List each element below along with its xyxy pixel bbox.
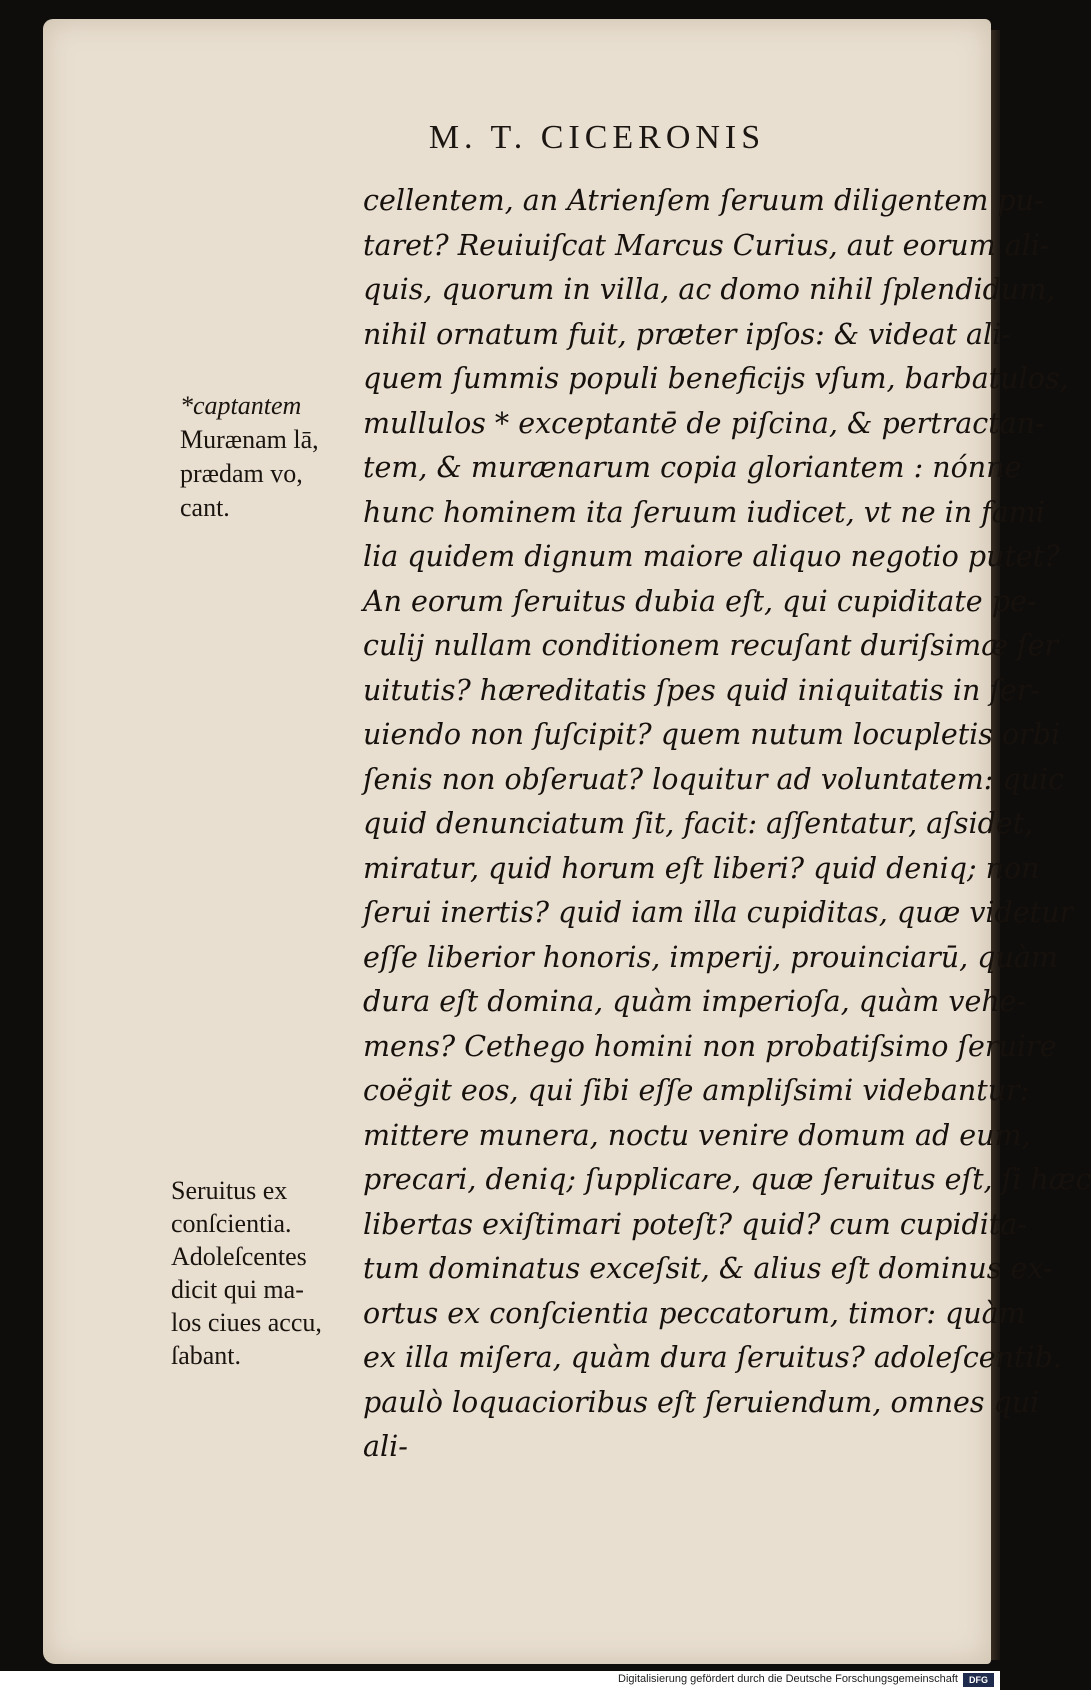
margin-note-line: dicit qui ma- <box>171 1275 304 1304</box>
digitization-footer <box>0 1671 1000 1690</box>
margin-note-line: ſabant. <box>171 1341 242 1370</box>
text-line: quem ſummis populi beneficijs vſum, barbatulos, <box>363 362 1069 395</box>
text-line: tum dominatus exceſsit, & alius eſt dominus ex- <box>363 1252 1053 1285</box>
margin-note-line: los ciues accu, <box>171 1308 322 1337</box>
text-line: quis, quorum in villa, ac domo nihil ſplendidum, <box>363 273 1056 306</box>
text-line: miratur, quid horum eſt liberi? quid deniq; non <box>363 851 1040 885</box>
text-line: uitutis? hæreditatis ſpes quid iniquitatis in ſer- <box>363 673 1041 707</box>
margin-note-line: *captantem <box>180 391 302 420</box>
text-line: mittere munera, noctu venire domum ad eum, <box>363 1118 1031 1152</box>
text-line: culij nullam conditionem recuſant duriſsimæ ſer <box>363 629 1059 662</box>
text-line: quid denunciatum ſit, facit: aſſentatur, aſsidet, <box>363 807 1034 840</box>
margin-note-seruitus <box>171 1174 322 1372</box>
margin-note-line: conſcientia. <box>171 1209 292 1238</box>
text-line: libertas exiſtimari poteſt? quid? cum cupidita- <box>363 1207 1027 1241</box>
text-line: paulò loquacioribus eſt ſeruiendum, omnes qui <box>363 1385 1040 1419</box>
margin-note-line: prædam vo, <box>180 459 303 488</box>
text-line: tem, & murænarum copia gloriantem : nónne <box>363 451 1022 484</box>
dfg-logo: DFG <box>963 1673 994 1687</box>
text-line: nihil ornatum fuit, præter ipſos: & videat ali- <box>363 317 1011 351</box>
main-text-block <box>363 179 1091 1470</box>
running-header: M. T. CICERONIS <box>428 119 766 156</box>
text-line: ex illa miſera, quàm dura ſeruitus? adoleſcentib. <box>363 1341 1062 1374</box>
text-line: dura eſt domina, quàm imperioſa, quàm vehe- <box>363 985 1027 1018</box>
text-line: lia quidem dignum maiore aliquo negotio putet? <box>363 540 1060 573</box>
text-line: hunc hominem ita ſeruum iudicet, vt ne in fami <box>363 495 1045 529</box>
text-line: coëgit eos, qui ſibi eſſe ampliſsimi videbantur: <box>363 1074 1030 1107</box>
margin-note-line: Murænam lā, <box>180 425 319 454</box>
footer-credit: Digitalisierung gefördert durch die Deutsche Forschungsgemeinschaft <box>618 1673 958 1685</box>
text-line: uiendo non ſuſcipit? quem nutum locupletis orbi <box>363 718 1061 751</box>
book-page <box>43 19 1091 1664</box>
text-line: ſerui inertis? quid iam illa cupiditas, quæ videtur <box>363 896 1074 929</box>
text-line: mens? Cethego homini non probatiſsimo ſeruire <box>363 1029 1057 1063</box>
margin-note-line: cant. <box>180 493 230 522</box>
text-line: precari, deniq; ſupplicare, quæ ſeruitus eſt, ſi hæc <box>363 1163 1091 1196</box>
text-line: mullulos * exceptantē de piſcina, & pertractan- <box>363 406 1045 440</box>
text-line: ali- <box>363 1430 408 1463</box>
margin-note-line: Adoleſcentes <box>171 1242 307 1271</box>
text-line: ortus ex conſcientia peccatorum, timor: quàm <box>363 1296 1026 1330</box>
margin-note-line: Seruitus ex <box>171 1176 288 1205</box>
text-line: cellentem, an Atrienſem ſeruum diligentem pu- <box>363 184 1044 217</box>
text-line: ſenis non obſeruat? loquitur ad voluntatem: quic <box>363 762 1065 796</box>
text-line: An eorum ſeruitus dubia eſt, qui cupiditate pe- <box>363 584 1037 618</box>
text-line: taret? Reuiuiſcat Marcus Curius, aut eorum ali- <box>363 228 1050 262</box>
text-line: eſſe liberior honoris, imperij, prouinciarū, quàm <box>363 940 1058 974</box>
margin-note-captantem <box>180 389 319 525</box>
